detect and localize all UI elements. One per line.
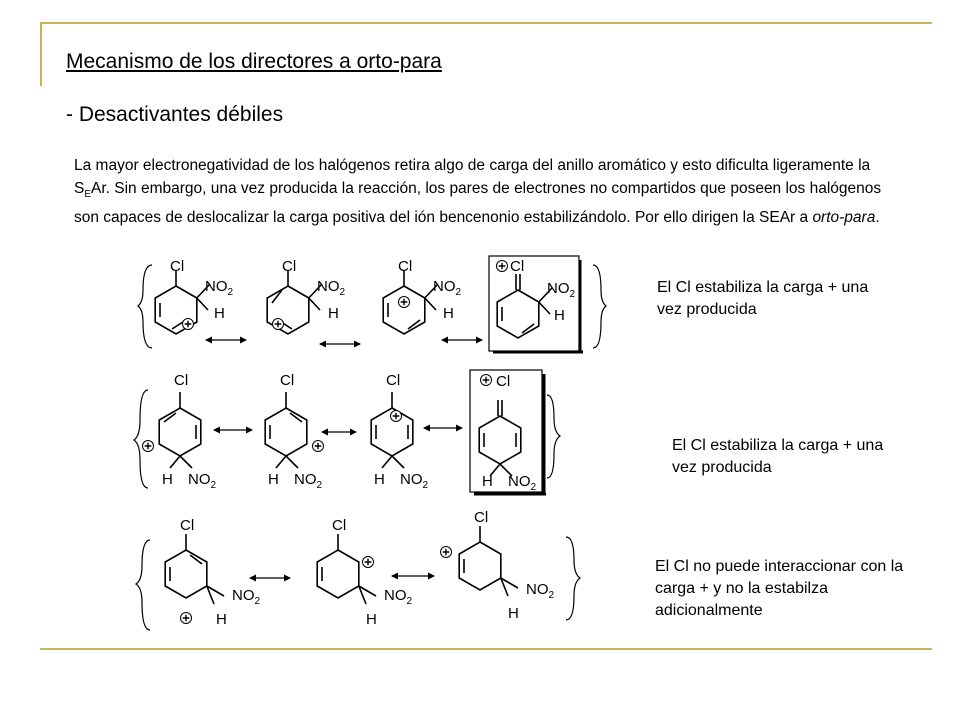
para-structure-1: [143, 392, 201, 468]
paragraph-subscript: E: [84, 189, 92, 201]
atom-label-no2: $NO_2$: [294, 471, 323, 491]
meta-structure-3: [441, 526, 519, 596]
atom-label-no2: $NO_2$: [317, 278, 346, 298]
atom-label-cl: Cl: [474, 509, 489, 526]
atom-label-h: H: [443, 305, 454, 322]
atom-label-h: H: [162, 471, 173, 488]
atom-label-h: H: [482, 473, 493, 490]
atom-label-no2: $NO_2$: [508, 473, 537, 493]
ortho-structure-1: [155, 270, 210, 334]
atom-label-cl: Cl: [332, 517, 347, 534]
chlorine-positive-charge: [497, 261, 508, 272]
atom-label-h: H: [374, 471, 385, 488]
atom-label-cl: Cl: [282, 258, 297, 275]
paragraph-end: .: [875, 209, 880, 227]
atom-label-cl: Cl: [180, 517, 195, 534]
paragraph-part1: La mayor electronegatividad de los halógenos retira algo de carga del anillo aromático y esto dificulta ligeramente la S: [74, 157, 871, 197]
atom-label-no2: $NO_2$: [547, 280, 576, 300]
para-structure-2: [265, 392, 323, 468]
para-structure-3: [371, 392, 413, 468]
atom-label-h: H: [366, 611, 377, 628]
note-meta: El Cl no puede interaccionar con la carga + y no la estabilza adicionalmente: [655, 558, 904, 619]
paragraph-italic: orto-para: [812, 209, 876, 227]
chlorine-positive-charge: [481, 375, 492, 386]
meta-structure-2: [317, 534, 376, 604]
atom-label-h: H: [216, 611, 227, 628]
atom-label-cl: Cl: [510, 258, 525, 275]
atom-label-cl: Cl: [496, 373, 511, 390]
atom-label-cl: Cl: [280, 372, 295, 389]
atom-label-no2: $NO_2$: [400, 471, 429, 491]
atom-label-no2: $NO_2$: [232, 587, 261, 607]
atom-label-no2: $NO_2$: [384, 587, 413, 607]
atom-label-no2: $NO_2$: [205, 278, 234, 298]
atom-label-cl: Cl: [386, 372, 401, 389]
ortho-structure-2: [267, 270, 322, 334]
note-ortho: El Cl estabiliza la carga + una vez producida: [657, 279, 869, 318]
atom-label-cl: Cl: [398, 258, 413, 275]
atom-label-cl: Cl: [170, 258, 185, 275]
atom-label-no2: $NO_2$: [188, 471, 217, 491]
paragraph-part2: Ar. Sin embargo, una vez producida la reacción, los pares de electrones no compartidos que poseen los halógenos son capaces de deslocalizar la carga positiva del ión bencenonio estabilizándolo. Por ello dirigen la SEAr a: [74, 180, 882, 227]
ortho-resonance-row: [138, 256, 606, 352]
atom-label-h: H: [508, 605, 519, 622]
atom-label-h: H: [328, 305, 339, 322]
ortho-structure-3: [383, 270, 438, 334]
atom-label-h: H: [554, 307, 565, 324]
atom-label-h: H: [268, 471, 279, 488]
atom-label-h: H: [214, 305, 225, 322]
slide-title: Mecanismo de los directores a orto-para: [66, 50, 442, 73]
slide-subtitle: - Desactivantes débiles: [66, 103, 284, 126]
atom-label-no2: $NO_2$: [526, 581, 555, 601]
atom-label-cl: Cl: [174, 372, 189, 389]
note-para: El Cl estabiliza la carga + una vez producida: [672, 437, 884, 476]
atom-label-no2: $NO_2$: [433, 278, 462, 298]
